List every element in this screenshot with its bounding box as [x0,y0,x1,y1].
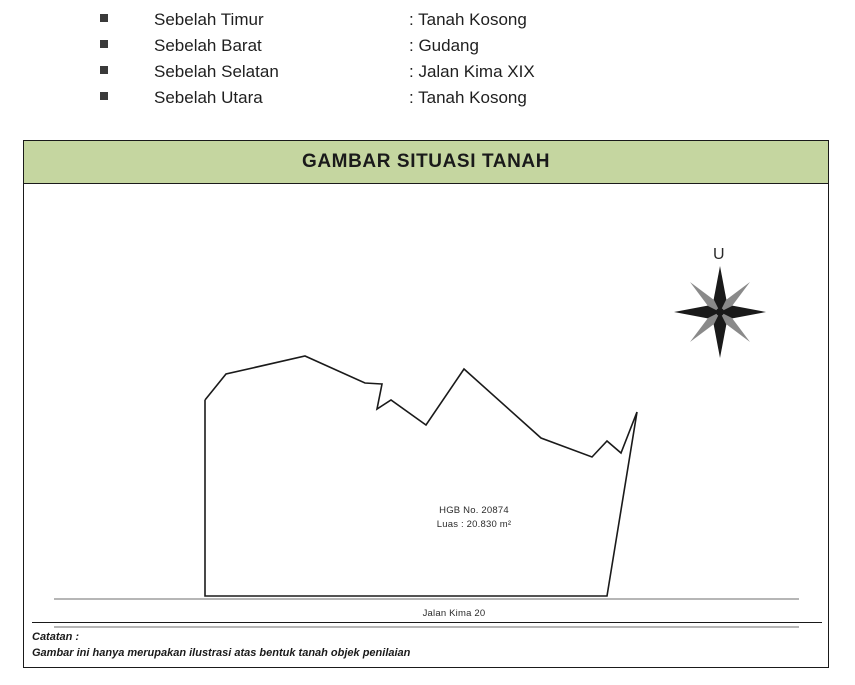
note-divider [32,622,822,623]
road-name-label: Jalan Kima 20 [422,608,486,619]
parcel-boundary-path [205,356,637,596]
boundary-direction-label: Sebelah Timur [154,10,264,29]
boundary-value-label: : Tanah Kosong [409,88,527,107]
list-item [100,36,740,62]
square-bullet-icon [100,92,108,100]
parcel-info-label [374,504,574,532]
list-item [100,62,740,88]
situation-drawing-frame [23,140,829,668]
compass-rose-icon [674,266,766,358]
square-bullet-icon [100,14,108,22]
square-bullet-icon [100,66,108,74]
boundary-value-label: : Gudang [409,36,479,55]
situation-title-bar [24,141,828,184]
list-item [100,88,740,114]
drawing-area [24,184,828,667]
boundary-list [100,10,740,114]
note-text: Gambar ini hanya merupakan ilustrasi atas bentuk tanah objek penilaian [32,647,411,659]
land-plot-diagram [24,184,827,667]
boundary-value-label: : Jalan Kima XIX [409,62,535,81]
note-title: Catatan : [32,631,80,643]
list-item [100,10,740,36]
page-title: GAMBAR SITUASI TANAH [301,151,551,172]
parcel-area-label: Luas : 20.830 m² [436,519,512,530]
compass-north-label: U [713,246,725,263]
boundary-direction-label: Sebelah Selatan [154,62,279,81]
boundary-value-label: : Tanah Kosong [409,10,527,29]
boundary-direction-label: Sebelah Utara [154,88,263,107]
parcel-certificate-label: HGB No. 20874 [439,505,509,516]
boundary-direction-label: Sebelah Barat [154,36,262,55]
note-block [32,629,632,661]
square-bullet-icon [100,40,108,48]
